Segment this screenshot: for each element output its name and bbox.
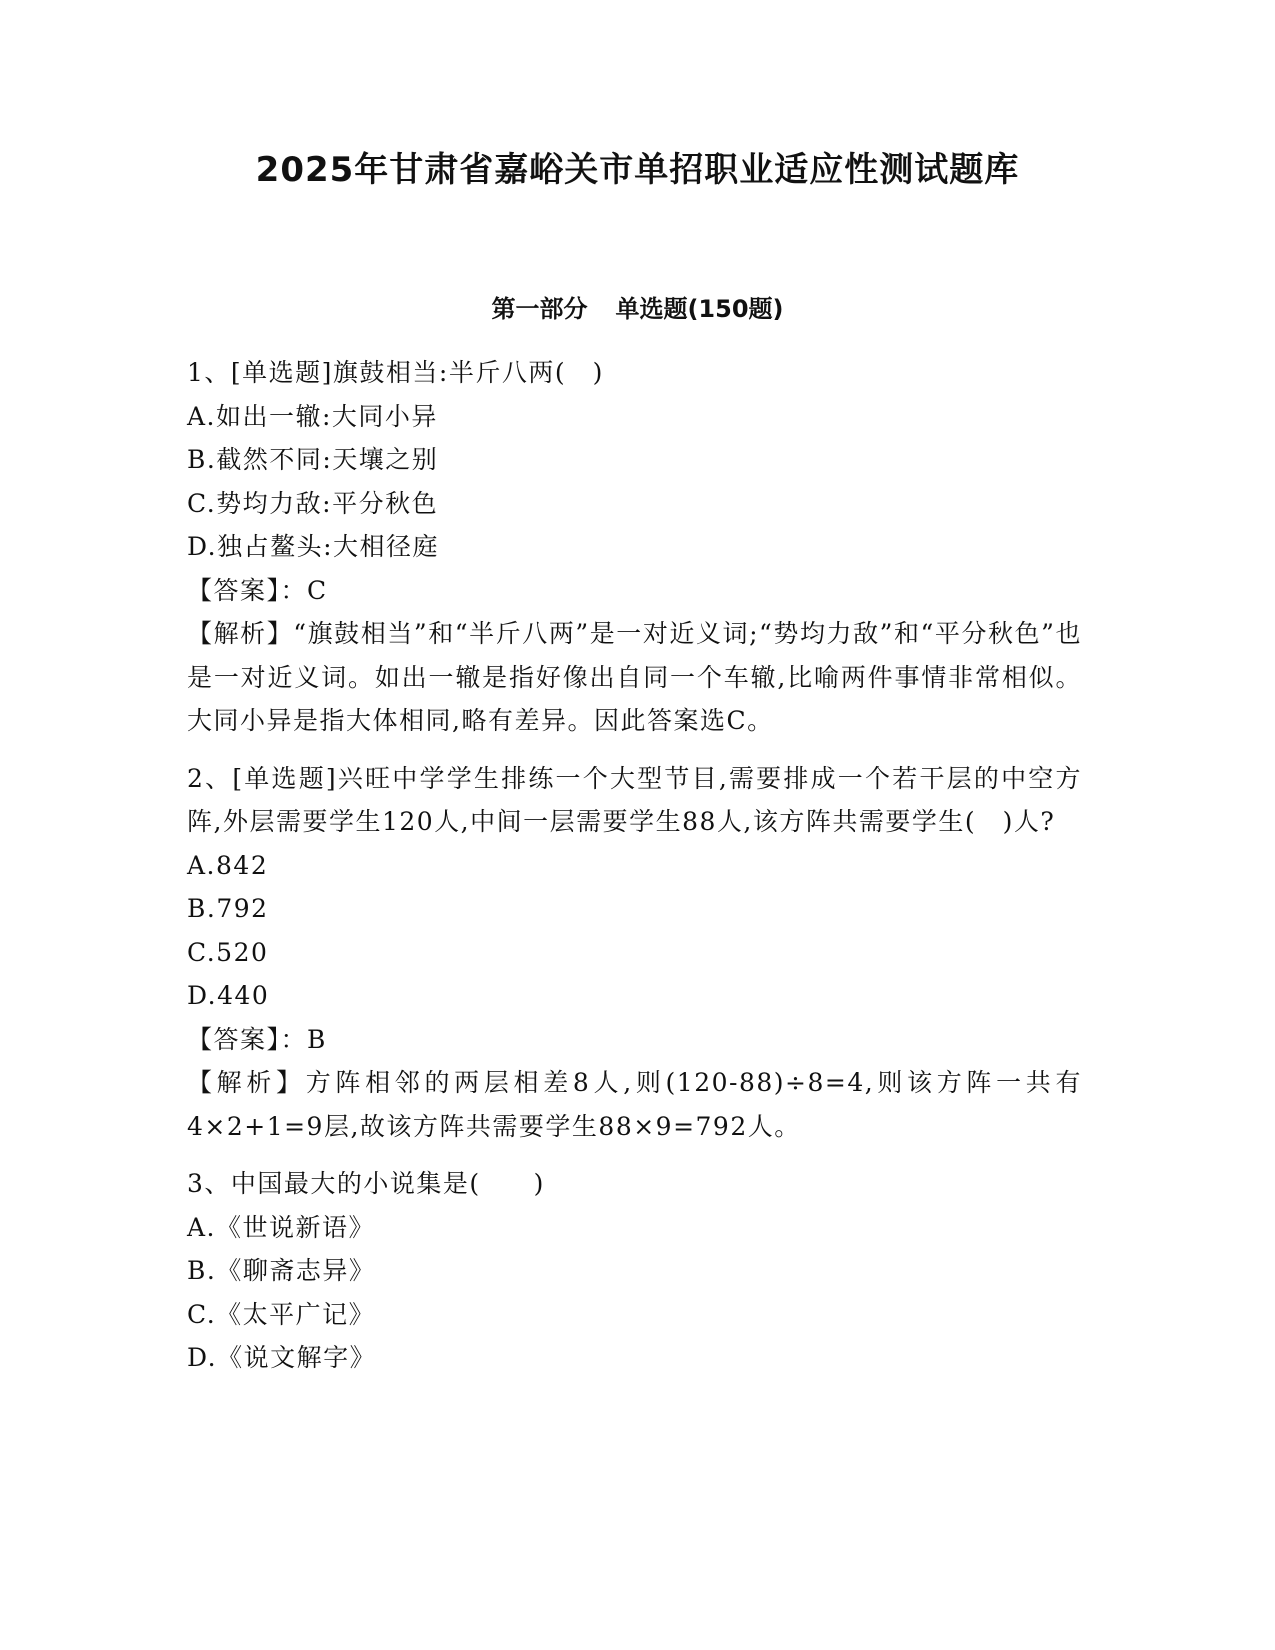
question-stem: 2、[单选题]兴旺中学学生排练一个大型节目,需要排成一个若干层的中空方阵,外层需要学生120人,中间一层需要学生88人,该方阵共需要学生( )人? xyxy=(187,763,1082,836)
question-1 xyxy=(187,351,1082,743)
option-b: B.792 xyxy=(187,894,269,923)
page-title: 2025年甘肃省嘉峪关市单招职业适应性测试题库 xyxy=(255,150,1020,190)
question-stem: 3、中国最大的小说集是( ) xyxy=(187,1169,545,1198)
option-d: D.《说文解字》 xyxy=(187,1343,377,1372)
answer-label: 【答案】 xyxy=(187,575,281,605)
question-stem: 1、[单选题]旗鼓相当:半斤八两( ) xyxy=(187,358,604,387)
answer-line xyxy=(187,1018,1082,1062)
section-heading xyxy=(0,292,1275,326)
option-c: C.520 xyxy=(187,937,269,967)
analysis-paragraph xyxy=(187,1061,1082,1148)
option-c: C.势均力敌:平分秋色 xyxy=(187,488,439,518)
option-b: B.《聊斋志异》 xyxy=(187,1256,376,1285)
answer-line xyxy=(187,569,1082,613)
option-c: C.《太平广记》 xyxy=(187,1299,376,1329)
analysis-label: 【解析】 xyxy=(187,1068,306,1097)
analysis-text: 方阵相邻的两层相差8人,则(120-88)÷8=4,则该方阵一共有4×2+1=9层,故该方阵共需要学生88×9=792人。 xyxy=(187,1068,1082,1141)
question-list xyxy=(187,351,1082,1380)
analysis-paragraph xyxy=(187,612,1082,743)
analysis-label: 【解析】 xyxy=(187,619,294,648)
option-d: D.440 xyxy=(187,981,270,1010)
answer-value: ：B xyxy=(280,1024,327,1054)
option-d: D.独占鳌头:大相径庭 xyxy=(187,532,440,561)
option-a: A.842 xyxy=(187,850,269,880)
question-3 xyxy=(187,1162,1082,1380)
option-a: A.如出一辙:大同小异 xyxy=(187,401,438,431)
analysis-text: “旗鼓相当”和“半斤八两”是一对近义词;“势均力敌”和“平分秋色”也是一对近义词。如出一辙是指好像出自同一个车辙,比喻两件事情非常相似。大同小异是指大体相同,略有差异。因此答案选C。 xyxy=(187,619,1082,735)
option-a: A.《世说新语》 xyxy=(187,1212,376,1242)
question-2 xyxy=(187,757,1082,1149)
answer-value: ：C xyxy=(280,575,328,605)
answer-label: 【答案】 xyxy=(187,1024,281,1054)
section-part: 第一部分 xyxy=(491,295,588,323)
option-b: B.截然不同:天壤之别 xyxy=(187,445,439,474)
section-name: 单选题(150题) xyxy=(615,295,784,323)
